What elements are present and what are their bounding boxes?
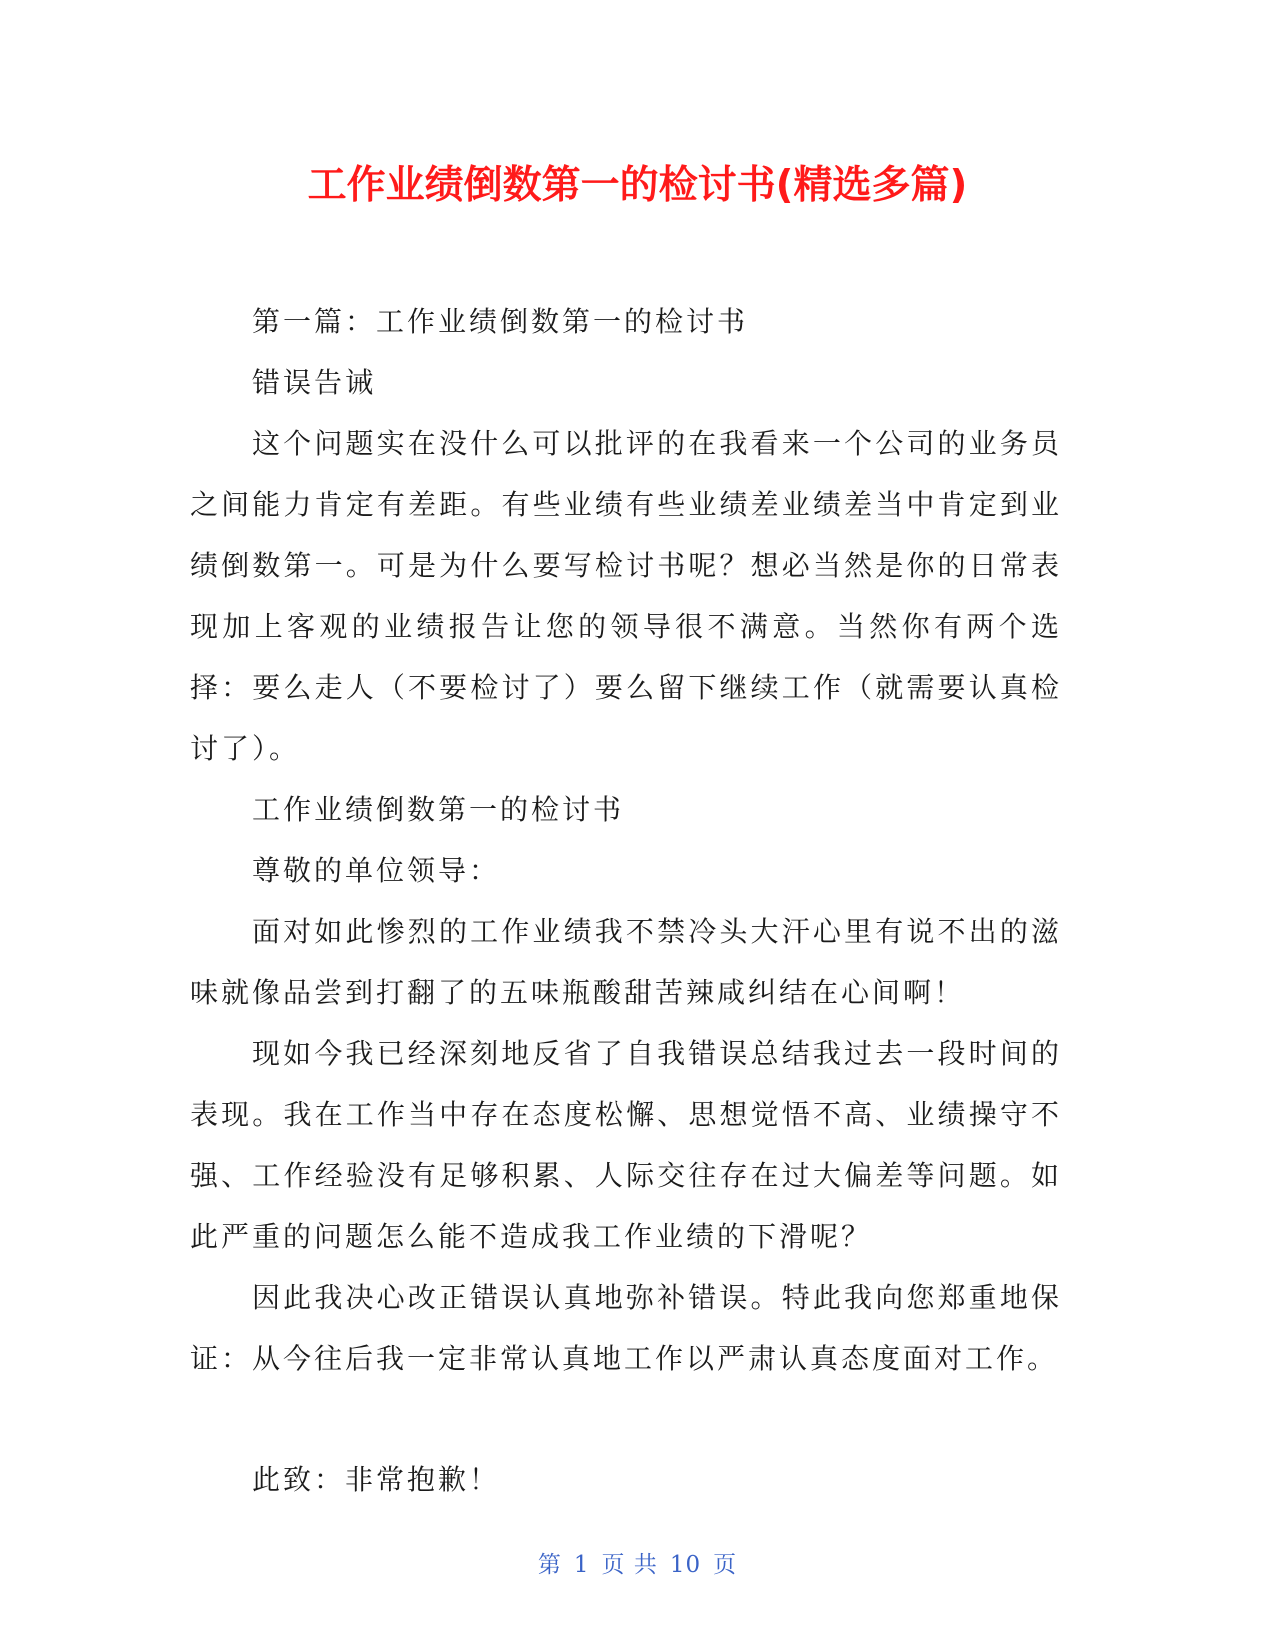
closing: 此致：非常抱歉！	[252, 1463, 501, 1496]
document-title: 工作业绩倒数第一的检讨书(精选多篇)	[307, 163, 968, 208]
salutation: 尊敬的单位领导：	[252, 854, 501, 887]
subheading: 错误告诫	[252, 366, 377, 399]
paragraph: 面对如此惨烈的工作业绩我不禁冷头大汗心里有说不出的滋味就像品尝到打翻了的五味瓶酸甜苦辣咸纠结在心间啊！	[190, 915, 1062, 1009]
document-body	[190, 291, 1062, 1510]
footer-suffix: 页	[713, 1552, 738, 1578]
footer-middle: 页 共	[601, 1552, 658, 1578]
paragraph: 因此我决心改正错误认真地弥补错误。特此我向您郑重地保证：从今往后我一定非常认真地工作以严肃认真态度面对工作。	[190, 1281, 1062, 1375]
total-pages-number: 10	[669, 1552, 702, 1578]
section-heading: 第一篇：工作业绩倒数第一的检讨书	[252, 305, 749, 338]
letter-heading: 工作业绩倒数第一的检讨书	[252, 793, 625, 826]
footer-prefix: 第	[537, 1552, 562, 1578]
paragraph: 现如今我已经深刻地反省了自我错误总结我过去一段时间的表现。我在工作当中存在态度松懈、思想觉悟不高、业绩操守不强、工作经验没有足够积累、人际交往存在过大偏差等问题。如此严重的问题怎么能不造成我工作业绩的下滑呢？	[190, 1037, 1062, 1253]
current-page-number: 1	[573, 1552, 590, 1578]
paragraph: 这个问题实在没什么可以批评的在我看来一个公司的业务员之间能力肯定有差距。有些业绩有些业绩差业绩差当中肯定到业绩倒数第一。可是为什么要写检讨书呢？想必当然是你的日常表现加上客观的业绩报告让您的领导很不满意。当然你有两个选择：要么走人（不要检讨了）要么留下继续工作（就需要认真检讨了）。	[190, 427, 1062, 765]
page-footer	[0, 1546, 1275, 1579]
spacer	[190, 1389, 1062, 1449]
